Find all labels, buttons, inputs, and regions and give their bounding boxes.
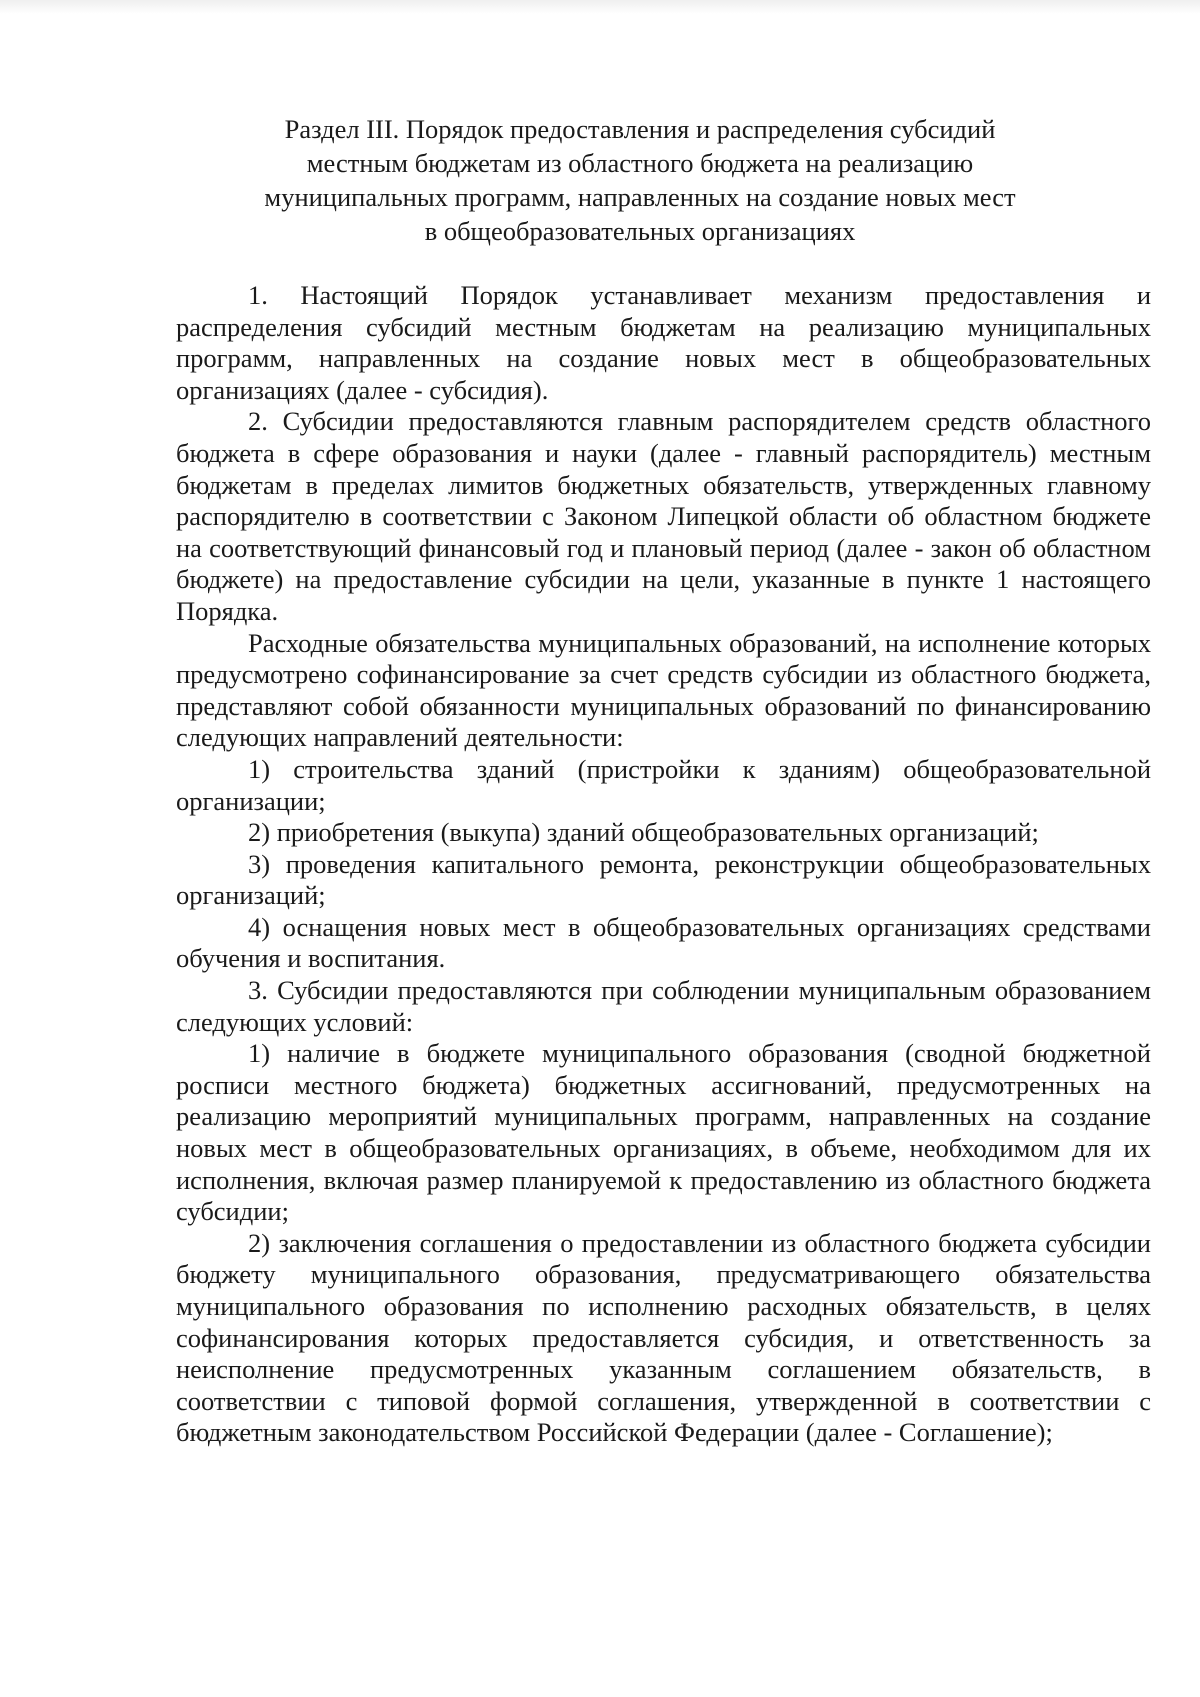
paragraph-item-3: 3. Субсидии предоставляются при соблюдении муниципальным образованием следующих условий: [176,975,1151,1037]
section-title-line: в общеобразовательных организациях [424,216,856,246]
paragraph-expenditure-obligations: Расходные обязательства муниципальных образований, на исполнение которых предусмотрено софинансирование за счет средств субсидии из областного бюджета, представляют собой обязанности муниципальных образований по финансированию следующих направлений деятельности: [176,627,1151,753]
paragraph-condition-2: 2) заключения соглашения о предоставлении из областного бюджета субсидии бюджету муниципального образования, предусматривающего обязательства муниципального образования по исполнению расходных обязательств, в целях софинансирования которых предоставляется субсидия, и ответственность за неисполнение предусмотренных указанным соглашением обязательств, в соответствии с типовой формой соглашения, утвержденной в соответствии с бюджетным законодательством Российской Федерации (далее - Соглашение); [176,1227,1151,1448]
paragraph-item-2: 2. Субсидии предоставляются главным распорядителем средств областного бюджета в сфере образования и науки (далее - главный распорядитель) местным бюджетам в пределах лимитов бюджетных обязательств, утвержденных главному распорядителю в соответствии с Законом Липецкой области об областном бюджете на соответствующий финансовый год и плановый период (далее - закон об областном бюджете) на предоставление субсидии на цели, указанные в пункте 1 настоящего Порядка. [176,406,1151,626]
scan-edge [0,0,1200,14]
section-title-line: муниципальных программ, направленных на создание новых мест [264,182,1016,212]
document-body [176,280,1151,1449]
paragraph-subitem-3: 3) проведения капитального ремонта, реконструкции общеобразовательных организаций; [176,848,1151,911]
section-title-line: местным бюджетам из областного бюджета на реализацию [306,148,974,178]
section-title-line: Раздел III. Порядок предоставления и распределения субсидий [284,114,996,144]
paragraph-subitem-2: 2) приобретения (выкупа) зданий общеобразовательных организаций; [248,817,1039,848]
section-title [200,112,1080,248]
paragraph-item-1: 1. Настоящий Порядок устанавливает механизм предоставления и распределения субсидий местным бюджетам на реализацию муниципальных программ, направленных на создание новых мест в общеобразовательных организациях (далее - субсидия). [176,280,1151,405]
paragraph-subitem-4: 4) оснащения новых мест в общеобразовательных организациях средствами обучения и воспитания. [176,911,1151,974]
paragraph-subitem-1: 1) строительства зданий (пристройки к зданиям) общеобразовательной организации; [176,753,1151,816]
paragraph-condition-1: 1) наличие в бюджете муниципального образования (сводной бюджетной росписи местного бюджета) бюджетных ассигнований, предусмотренных на реализацию мероприятий муниципальных программ, направленных на создание новых мест в общеобразовательных организациях, в объеме, необходимом для их исполнения, включая размер планируемой к предоставлению из областного бюджета субсидии; [176,1038,1151,1227]
